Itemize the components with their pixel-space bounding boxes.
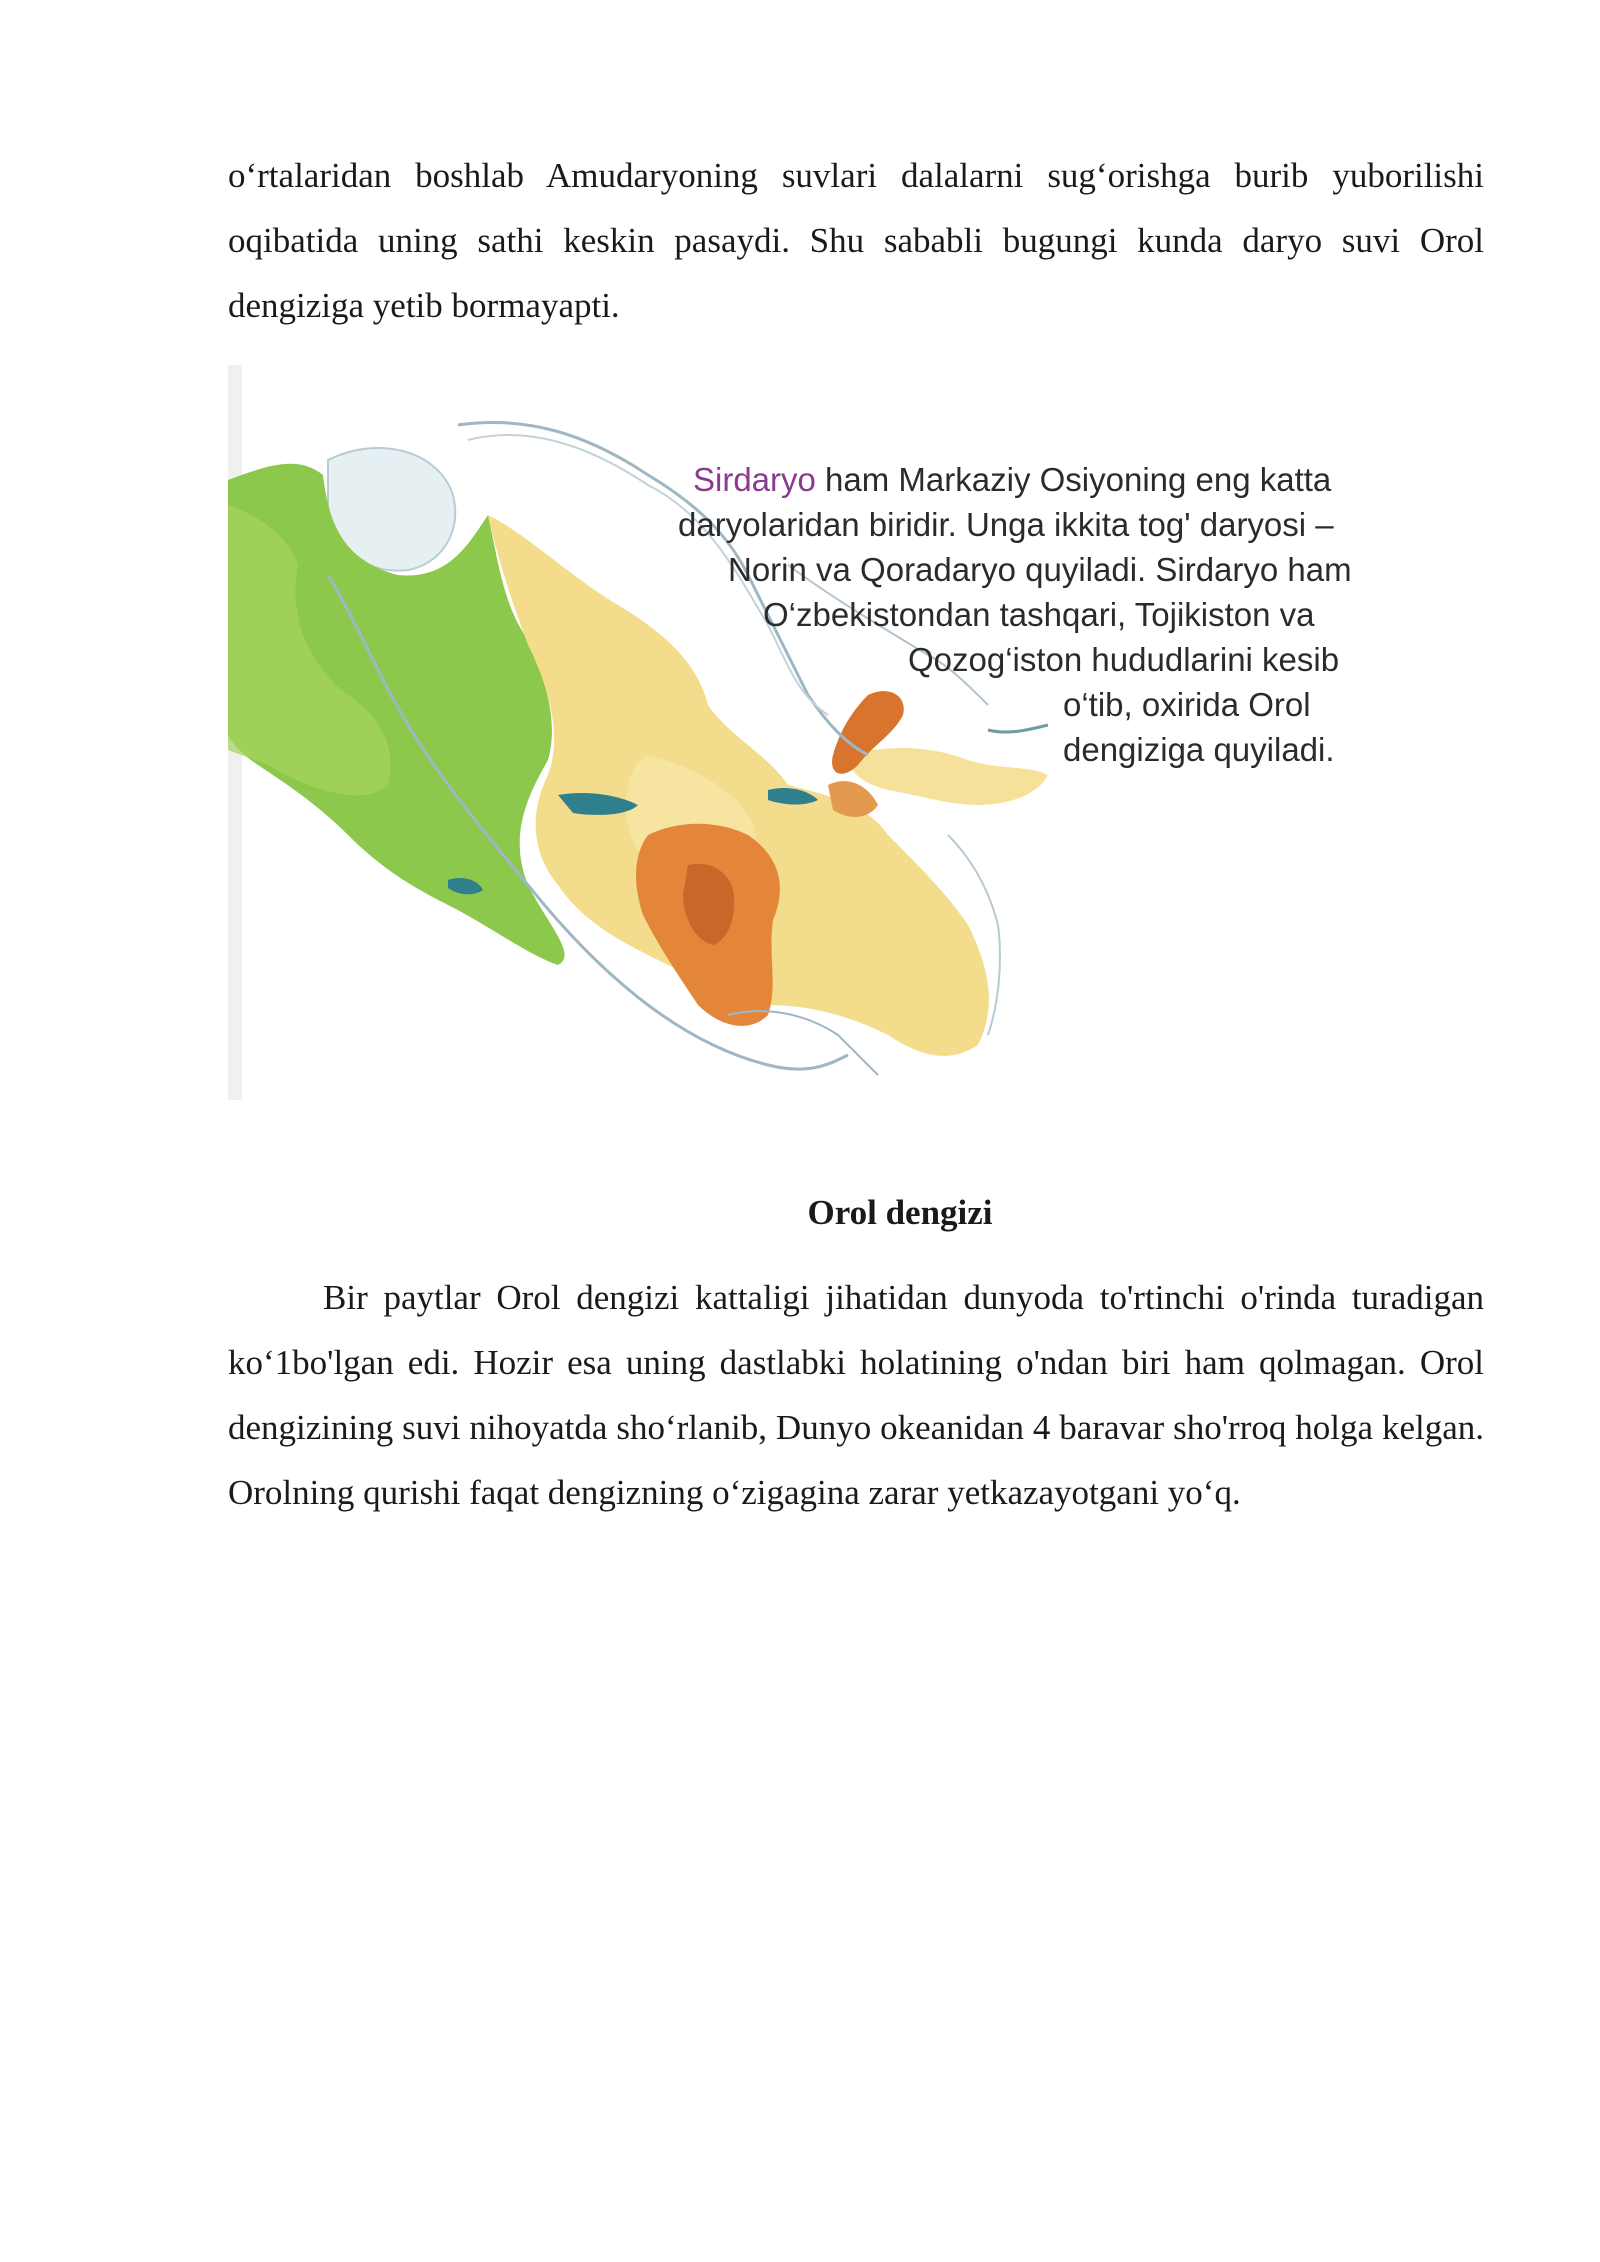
section-heading: Orol dengizi — [807, 1193, 993, 1232]
paragraph-orol: Bir paytlar Orol dengizi kattaligi jihatidan dunyoda to'rtinchi o'rinda turadigan ko‘1bo'lgan edi. Hozir esa uning dastlabki holatining o'ndan biri ham qolmagan. Orol dengizining suvi nihoyatda sho‘rlanib, Dunyo okeanidan 4 baravar sho'rroq holga kelgan. Orolning qurishi faqat dengizning o‘zigagina zarar yetkazayotgani yo‘q. — [228, 1278, 1484, 1512]
paragraph-amudaryo: o‘rtalaridan boshlab Amudaryoning suvlari dalalarni sug‘orishga burib yuborilishi oqibatida uning sathi keskin pasaydi. Shu sababli bugungi kunda daryo suvi Orol dengiziga yetib bormayapti. — [228, 156, 1484, 325]
caption-line-6: o‘tib, oxirida Orol — [1063, 686, 1311, 723]
caption-highlight: Sirdaryo — [693, 461, 816, 498]
caption-line-2: daryolaridan biridir. Unga ikkita tog' daryosi – — [678, 506, 1334, 543]
caption-line-4: O‘zbekistondan tashqari, Tojikiston va — [763, 596, 1315, 633]
caption-line-7: dengiziga quyiladi. — [1063, 731, 1335, 768]
caption-line-3: Norin va Qoradaryo quyiladi. Sirdaryo ham — [728, 551, 1352, 588]
caption-line-5: Qozog‘iston hududlarini kesib — [908, 641, 1340, 678]
uzbekistan-map-figure — [228, 365, 1398, 1100]
caption-line-1: Sirdaryo ham Markaziy Osiyoning eng katta — [693, 461, 1332, 498]
